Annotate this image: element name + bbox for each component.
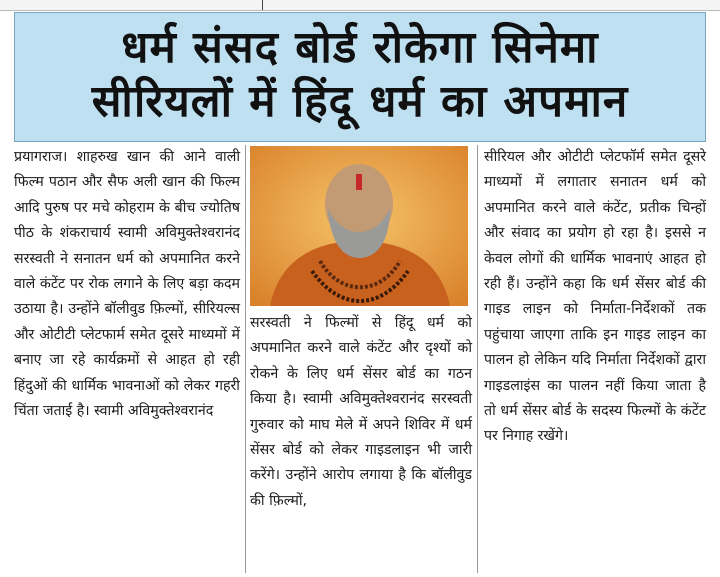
article-column-left: प्रयागराज। शाहरुख खान की आने वाली फिल्म पठान और सैफ अली खान की फिल्म आदि पुरुष पर मचे कोहराम के बीच ज्योतिष पीठ के शंकराचार्य स्वामी अविमुक्तेश्वरानंद सरस्वती ने सनातन धर्म को अपमानित करने वाले कंटेंट पर रोक लगाने के लिए बड़ा कदम उठाया है। उन्होंने बॉलीवुड फ़िल्मों, सीरियल्स और ओटीटी प्लेटफार्म समेत दूसरे माध्यमों में बनाए जा रहे कार्यक्रमों से आहत हो रही हिंदुओं की धार्मिक भावनाओं को लेकर गहरी चिंता जताई है। स्वामी अविमुक्तेश्वरानंद	[14, 149, 240, 420]
swami-portrait-image	[250, 146, 468, 306]
headline-line-2: सीरियलों में हिंदू धर्म का अपमान	[91, 76, 629, 127]
strip-divider	[262, 0, 263, 10]
headline	[15, 13, 705, 129]
previous-page-strip	[0, 0, 720, 11]
article-photo	[250, 146, 468, 306]
column-divider-1	[245, 145, 246, 573]
article-column-right: सीरियल और ओटीटी प्लेटफॉर्म समेत दूसरे माध्यमों में लगातार सनातन धर्म को अपमानित करने वाले कंटेंट, प्रतीक चिन्हों और संवाद का प्रयोग हो रहा है। इससे न केवल लोगों की धार्मिक भावनाएं आहत हो रही हैं। उन्होंने कहा कि धर्म सेंसर बोर्ड की गाइड लाइन को निर्माता-निर्देशकों तक पहुंचाया जाएगा ताकि इन गाइड लाइन का पालन हो लेकिन यदि निर्माता निर्देशकों द्वारा गाइडलाइंस का पालन नहीं किया जाता है तो धर्म सेंसर बोर्ड के सदस्य फिल्मों के कंटेंट पर निगाह रखेंगे।	[484, 149, 706, 445]
article-column-middle: सरस्वती ने फिल्मों से हिंदू धर्म को अपमानित करने वाले कंटेंट और दृश्यों को रोकने के लिए धर्म सेंसर बोर्ड का गठन किया है। स्वामी अविमुक्तेश्वरानंद सरस्वती गुरुवार को माघ मेले में अपने शिविर में धर्म सेंसर बोर्ड को लेकर गाइडलाइन भी जारी करेंगे। उन्होंने आरोप लगाया है कि बॉलीवुड की फ़िल्मों,	[250, 315, 472, 509]
headline-banner	[14, 12, 706, 142]
column-divider-2	[477, 145, 478, 573]
headline-line-1: धर्म संसद बोर्ड रोकेगा सिनेमा	[121, 22, 599, 73]
